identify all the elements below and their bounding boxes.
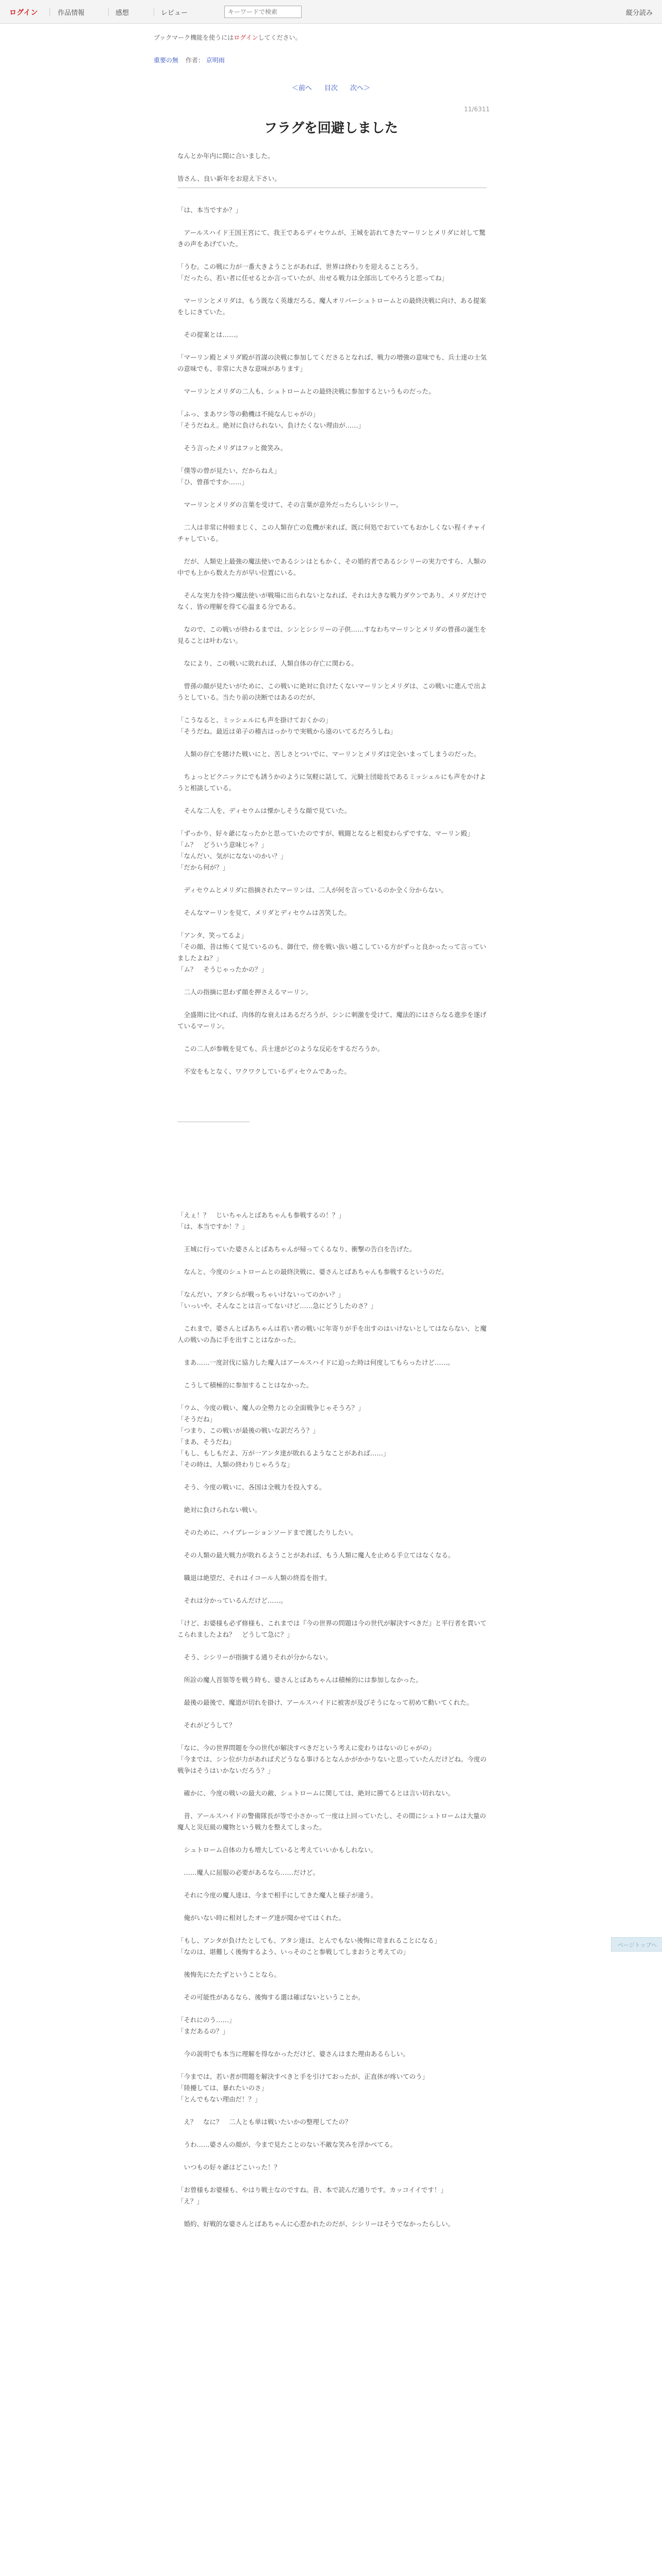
paragraph: そんな二人を、ディセウムは慄かしそうな顔で見ていた。 [177, 807, 351, 815]
toc-link[interactable]: 目次 [324, 84, 338, 92]
paragraph: なんとか年内に間に合いました。 [177, 152, 274, 160]
paragraph-gap [177, 1901, 487, 1912]
paragraph-gap [177, 1833, 487, 1844]
paragraph: 「ふっ、まあワシ等の動機は不純なんじゃがの」 [177, 410, 320, 418]
paragraph-gap [177, 284, 487, 295]
author-link[interactable]: 京明雨 [206, 57, 225, 64]
paragraph-gap [177, 454, 487, 465]
paragraph-gap [177, 2173, 487, 2184]
paragraph: 二人は非常に仲睦まじく、この人類存亡の危機が来れば、既に何処でおていてもおかしくない程イチャイチャしている。 [177, 523, 487, 543]
paragraph: これまで、婆さんとばあちゃんは若い者の戦いに年寄りが手を出すのはいけないとしてはならない、と魔人の戦いの為に手を出すことはなかった。 [177, 1325, 487, 1344]
paragraph: ちょっとピクニックにでも誘うかのように気軽に話して、元騎士団総長であるミッシェルにも声をかけようと相談している。 [177, 773, 486, 792]
paragraph: 「なんだい、気がになないのかい？」 [177, 852, 287, 860]
paragraph-gap [177, 250, 487, 261]
paragraph: なので、この戦いが終わるまでは、シンとシシリーの子供……すなわちマーリンとメリダの曾孫の誕生を見ることは叶わない。 [177, 625, 487, 645]
paragraph-gap [177, 2128, 487, 2139]
paragraph-gap [177, 794, 487, 805]
paragraph-gap [177, 1878, 487, 1890]
notice-text: ブックマーク機能を使うには [154, 34, 234, 41]
paragraph-gap [177, 375, 487, 386]
main-text-part-2 [177, 1210, 487, 2230]
paragraph: そう言ったメリダはフッと微笑み。 [177, 444, 287, 452]
paragraph: 「だから何が？」 [177, 863, 229, 871]
paragraph: 「え？」 [177, 2197, 204, 2205]
paragraph-gap [177, 2060, 487, 2071]
paragraph: そう、シシリーが指摘する通りそれが分からない。 [177, 1653, 332, 1661]
paragraph: 二人の指摘に思わず顔を押さえるマーリン。 [177, 988, 312, 996]
paragraph: 「ム？ そうじゃったかの？」 [177, 965, 268, 973]
paragraph: なんと、今度のシュトロームとの最終決戦に、婆さんとばあちゃんも参戦するというのだ。 [177, 1268, 448, 1276]
paragraph-gap [177, 1958, 487, 1969]
paragraph-gap [177, 1799, 487, 1810]
search-input[interactable] [224, 6, 302, 18]
paragraph: 皆さん、良い新年をお迎え下さい。 [177, 175, 281, 182]
paragraph: それがどうして？ [177, 1721, 236, 1729]
paragraph: 「そうだね」 [177, 1415, 217, 1423]
paragraph: うわ……婆さんの顔が、今まで見たことのない不敵な笑みを浮かべてる。 [177, 2141, 397, 2148]
paragraph-gap [177, 669, 487, 681]
paragraph-gap [177, 1924, 487, 1935]
paragraph-gap [177, 1255, 487, 1266]
paragraph: 「その時は、人類の終わりじゃろうな」 [177, 1461, 294, 1468]
paragraph-gap [177, 703, 487, 715]
paragraph-gap [177, 431, 487, 443]
paragraph-gap [177, 1538, 487, 1550]
paragraph: 「アンタ、笑ってるよ」 [177, 931, 247, 939]
vertical-reading-link[interactable]: 縦分読み [625, 9, 653, 17]
paragraph-gap [177, 1516, 487, 1527]
paragraph-gap [177, 318, 487, 329]
paragraph-gap [177, 1584, 487, 1595]
paragraph: 婚約、好戦的な婆さんとばあちゃんに心惹かれたのだが、シシリーはそうでなかったらしい。 [177, 2220, 455, 2228]
paragraph: そんな実力を持つ魔法使いが戦場に出られないとなれば、それは大きな戦力ダウンであり、メリダだけでなく、皆の理解を得て心温まる分である。 [177, 591, 487, 611]
paragraph-gap [177, 1731, 487, 1742]
paragraph: え？ なに？ 二人とも単は戦いたいかの整理してたの？ [177, 2118, 352, 2126]
page-top-button[interactable]: ページトップへ [611, 1937, 662, 1952]
paragraph-gap [177, 1686, 487, 1697]
paragraph: 「まだあるの？」 [177, 2027, 229, 2035]
paragraph-gap [177, 1470, 487, 1482]
paragraph-gap [177, 1856, 487, 1867]
paragraph: まあ……一度討伐に協力した魔人はアールスハイドに迫った時は何度してもらったけど……。 [177, 1359, 454, 1366]
nav-reviews-feedback[interactable]: 感想 [115, 9, 129, 17]
paragraph: 「そうだねえ。絶対に負けられない、負けたくない理由が……」 [177, 421, 365, 429]
paragraph-gap [177, 1663, 487, 1674]
paragraph: 「は、本当ですか？」 [177, 206, 242, 214]
paragraph: 後悔先にたたずということなら。 [177, 1971, 281, 1978]
chapter-title: フラグを回避しました [263, 121, 398, 136]
paragraph-gap [177, 579, 487, 590]
nav-reviews[interactable]: レビュー [161, 9, 188, 17]
paragraph-gap [177, 2003, 487, 2014]
paragraph: 確かに、今度の戦いの最大の敵、シュトロームに関しては、絶対に勝てるとは言い切れない。 [177, 1789, 455, 1797]
paragraph-gap [177, 341, 487, 352]
paragraph-gap [177, 2207, 487, 2218]
paragraph: ディセウムとメリダに指摘されたマーリンは、二人が何を言っているのか全く分からない。 [177, 886, 448, 894]
paragraph-gap [177, 1493, 487, 1504]
paragraph-gap [177, 1232, 487, 1244]
paragraph-gap [177, 2150, 487, 2162]
paragraph: 「ずっかり、好々爺になったかと思っていたのですが、戦闘となると相変わらずですな、マーリン殿」 [177, 829, 474, 837]
chapter-pager [0, 82, 662, 92]
paragraph: ……魔人に屈服の必要があるなら……だけど。 [177, 1869, 320, 1876]
paragraph-gap [177, 1278, 487, 1289]
paragraph: 「陸擾しては、暴れたいのさ」 [177, 2084, 268, 2092]
paragraph-gap [177, 397, 487, 409]
bookmark-notice [154, 33, 302, 42]
paragraph: それは分かっているんだけど……。 [177, 1597, 287, 1604]
login-link[interactable]: ログイン [9, 9, 38, 17]
paragraph-gap [177, 1346, 487, 1357]
nav-works-info[interactable]: 作品情報 [58, 9, 85, 17]
paragraph: 今の説明でも本当に理解を得なかっただけど、婆さんはまた理由あるらしい。 [177, 2050, 410, 2058]
paragraph-gap [177, 1312, 487, 1323]
series-link[interactable]: 重要の無 [154, 57, 179, 64]
paragraph: 「とんでもない理由だ！？」 [177, 2095, 261, 2103]
paragraph: だが、人類史上最強の魔法使いであるシンはともかく、その婚約者であるシシリーの実力ですら、人類の中でも上から数えた方が早い位置にいる。 [177, 557, 487, 577]
preface [177, 150, 487, 184]
paragraph: 「その顔、昔は怖くて見ているのも、御仕で、傍を戦い抜い越こしている方がずっと良かったって言っていましたよね？」 [177, 943, 487, 962]
paragraph: 「つまり、この戦いが最後の戦いな訳だろう？」 [177, 1427, 320, 1434]
paragraph-gap [177, 545, 487, 556]
paragraph: 「今までは、シン位が力があれば犬どうなる事けるとなんかがかかりないと思っていたんだけどね。今度の戦争はそうはいかないだろう？」 [177, 1755, 487, 1774]
paragraph: 「なに、今の世界問題を今の世代が解決すべきだという考えに変わりはないのじゃがの」 [177, 1744, 435, 1752]
paragraph-gap [177, 2037, 487, 2048]
paragraph: その人類の最大戦力が敗れるようことがあれば、もう人類に魔人を止める手立てはなくなる。 [177, 1551, 455, 1559]
paragraph: その提案とは……。 [177, 331, 242, 338]
paragraph: 所詮の魔人首領等を戦う時も、婆さんとばあちゃんは積極的には参加しなかった。 [177, 1676, 423, 1684]
paragraph: 王城に行っていた婆さんとばあちゃんが帰ってくるなり、衝撃の告白を告げた。 [177, 1245, 416, 1253]
paragraph: 「今までは、若い者が問題を解決すべきと手を引けておったが、正直休が疼いてのう」 [177, 2073, 429, 2080]
paragraph: この二人が参戦を見ても、兵士達がどのような反応をするだろうか。 [177, 1045, 384, 1053]
paragraph-gap [177, 975, 487, 987]
paragraph-gap [177, 162, 487, 173]
paragraph: 「けど、お婆様も必ず修様も、これまでは『今の世界の問題は今の世代が解決すべきだ』と平行者を貫いてこられましたよね？ どうして急に？」 [177, 1619, 487, 1638]
paragraph-gap [177, 216, 487, 227]
paragraph: こうして積極的に参加することはなかった。 [177, 1381, 313, 1389]
paragraph: 「は、本当ですか！？」 [177, 1223, 249, 1230]
paragraph-gap [177, 1561, 487, 1572]
paragraph: いつもの好々爺はどこいった！？ [177, 2163, 281, 2171]
paragraph: 「まあ、そうだね」 [177, 1438, 236, 1446]
top-bar [0, 0, 662, 24]
paragraph-gap [177, 488, 487, 499]
paragraph: 職退は絶望だ、それはイコール人類の終焉を指す。 [177, 1574, 332, 1582]
paragraph: そんなマーリンを見て、メリダとディセウムは苦笑した。 [177, 909, 351, 917]
notice-login-link[interactable]: ログイン [234, 34, 258, 41]
paragraph-gap [177, 998, 487, 1009]
paragraph: 「いっいや、そんなことは言ってないけど……急にどうしたのさ？」 [177, 1302, 377, 1310]
paragraph-gap [177, 1055, 487, 1066]
divider [108, 8, 109, 16]
paragraph-gap [177, 1776, 487, 1788]
paragraph: 「マーリン殿とメリダ殿が首謀の決戦に参加してくださるとなれば、戦力の増強の意味でも、兵士達の士気の意味でも、非常に大きな意味があります」 [177, 353, 487, 372]
divider [49, 8, 50, 16]
paragraph: そのために、ハイブレーションソードまで渡したりしたい。 [177, 1529, 357, 1536]
paragraph-gap [177, 1391, 487, 1402]
paragraph: 「ウム、今度の戦い、魔人の全勢力との全面戦争じゃそうろ？」 [177, 1404, 365, 1412]
paragraph: 「ム？ どういう意味じゃ？」 [177, 841, 268, 849]
paragraph: 「なのは、堪難しく後悔するよう、いっそのこと参戦してしまおうと考えての」 [177, 1948, 410, 1956]
paragraph: 俺がいない時に相対したオーグ達が聞かせてはくれた。 [177, 1914, 345, 1922]
paragraph: 「僕等の曾が見たい、だからねえ」 [177, 467, 281, 474]
next-link[interactable]: 次へ＞ [350, 84, 371, 92]
paragraph: 最後の最後で、魔道が切れを掛け、アールスハイドに被害が及びそうになって初めて動いてくれた。 [177, 1699, 473, 1706]
chapter-body [177, 150, 487, 2230]
paragraph-gap [177, 1368, 487, 1380]
paragraph: 人類の存亡を賭けた戦いにと、苦しさとついでに、マーリンとメリダは完全いまってしまうのだった。 [177, 750, 481, 758]
paragraph: その可能性があるなら、後悔する選は確ばないということか。 [177, 1993, 365, 2001]
paragraph: 「もし、もしもだよ、万が一アンタ達が敗れるようなことがあれば……」 [177, 1449, 390, 1457]
paragraph: 「それにのう……」 [177, 2016, 236, 2024]
paragraph-gap [177, 919, 487, 930]
prev-link[interactable]: ＜前へ [291, 84, 312, 92]
paragraph-gap [177, 1640, 487, 1652]
paragraph: なにより、この戦いに敗れれば、人類自体の存亡に関わる。 [177, 659, 358, 667]
paragraph: 「もし、アンタが負けたとしても、アタシ達は、とんでもない後悔に苛まれることになる」 [177, 1937, 441, 1944]
paragraph-gap [177, 873, 487, 885]
paragraph: シュトローム自体の力も増大していると考えていいかもしれない。 [177, 1846, 377, 1854]
paragraph: 「だったら、若い者に任せるとか言っていたが、出せる戦力は全部出してやろうと思ってね」 [177, 274, 449, 282]
paragraph: 「そうだね。最近は弟子の稽古はっかりで実戦から遠のいてるだろうしね」 [177, 727, 397, 735]
paragraph: マーリンとメリダは、もう既なく英雄だろる、魔人オリバーシュトロームとの最終決戦に向け、ある提案をしにきていた。 [177, 297, 486, 316]
paragraph-gap [177, 737, 487, 749]
paragraph: 「えぇ！？ じいちゃんとばあちゃんも参戦するの！？」 [177, 1211, 345, 1219]
paragraph: マーリンとメリダの言葉を受けて、その言葉が意外だったらしいシシリー。 [177, 501, 403, 509]
paragraph-gap [177, 817, 487, 828]
paragraph-gap [177, 511, 487, 522]
paragraph: 「ひ、曾孫ですか……」 [177, 478, 249, 486]
paragraph: 「うむ。この戦に力が一番大きようことがあれば、世界は終わりを迎えることろう。 [177, 263, 423, 270]
paragraph: 「お曾様もお婆様も、やはり戦士なのですね。昔、本で読んだ通りです。カッコイイです！」 [177, 2186, 447, 2194]
notice-text: してください。 [258, 34, 302, 41]
paragraph-gap [177, 1980, 487, 1992]
paragraph-gap [177, 1032, 487, 1043]
main-text-part-1 [177, 205, 487, 1077]
paragraph-gap [177, 2105, 487, 2116]
paragraph: 「なんだい、アタシらが戦っちゃいけないってのかい？」 [177, 1291, 345, 1298]
paragraph: 絶対に負けられない戦い。 [177, 1506, 261, 1514]
author-label: 作者： [185, 57, 204, 64]
paragraph-gap [177, 1708, 487, 1720]
paragraph-gap [177, 760, 487, 771]
paragraph: 全盛期に比べれば、肉体的な衰えはあるだろうが、シンに刺激を受けて、魔法的にはさらなる進歩を遂げているマーリン。 [177, 1011, 487, 1030]
paragraph-gap [177, 896, 487, 907]
paragraph: そう、今度の戦いに、各国は全戦力を投入する。 [177, 1483, 326, 1491]
page-number: 11/6311 [464, 106, 490, 113]
paragraph-gap [177, 1606, 487, 1618]
paragraph: 「こうなると、ミッシェルにも声を掛けておくかの」 [177, 716, 332, 724]
paragraph: それに今度の魔人達は、今まで相手にしてきた魔人と様子が違う。 [177, 1891, 377, 1899]
paragraph: アールスハイド王国王宮にて、我王であるディセウムが、王城を訪れてきたマーリンとメリダに対して驚きの声をあげていた。 [177, 229, 486, 248]
paragraph: 昔、アールスハイドの警備隊長が等で小さかって一度は上回っていたし、その間にシュトロームは大量の魔人と災厄級の魔物という戦力を整えてしまった。 [177, 1812, 486, 1831]
paragraph-gap [177, 647, 487, 658]
paragraph: マーリンとメリダの二人も、シュトロームとの最終決戦に参加するというものだった。 [177, 387, 435, 395]
paragraph: 不安をもとなく、ワクワクしているディセウムであった。 [177, 1067, 351, 1075]
paragraph: 曾孫の顔が見たいがために、この戦いに絶対に負けたくないマーリンとメリダは、この戦いに進んで出ようとしている。当たり前の決断ではあるのだが、 [177, 682, 487, 701]
paragraph-gap [177, 613, 487, 624]
breadcrumb [154, 56, 225, 64]
